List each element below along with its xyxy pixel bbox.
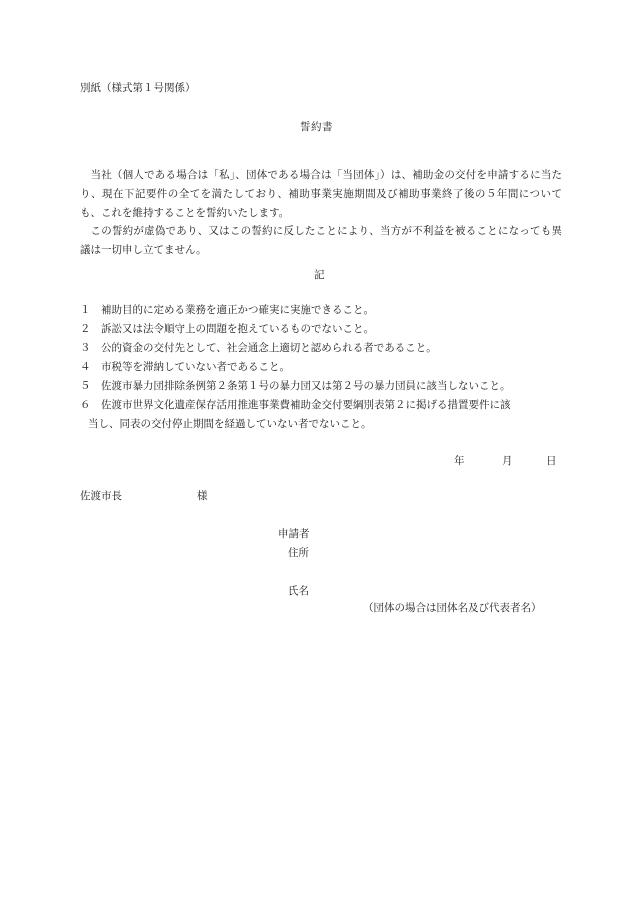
list-item — [80, 377, 562, 396]
pledge-paragraph-1: 当社（個人である場合は「私」、団体である場合は「当団体」）は、補助金の交付を申請するに当たり、現在下記要件の全てを満たしており、補助事業実施期間及び補助事業終了後の５年間についても、これを維持することを誓約いたします。 — [80, 168, 562, 219]
item-text: 市税等を滞納していない者であること。 — [101, 361, 290, 373]
attachment-label: 別紙（様式第１号関係） — [80, 82, 196, 94]
item-number: ５ — [80, 380, 91, 392]
item-text-wrapper — [88, 396, 562, 434]
item-number: ６ — [80, 399, 91, 411]
item-number: ３ — [80, 342, 91, 354]
list-item — [80, 339, 562, 358]
item-text: 佐渡市世界文化遺産保存活用推進事業費補助金交付要綱別表第２に掲げる措置要件に該 — [101, 399, 511, 411]
name-label: 氏名 — [288, 585, 309, 597]
item-text: 訴訟又は法令順守上の問題を抱えているものでないこと。 — [101, 323, 374, 335]
address-label: 住所 — [288, 547, 309, 559]
list-item — [80, 396, 562, 434]
item-text: 佐渡市暴力団排除条例第２条第１号の暴力団又は第２号の暴力団員に該当しないこと。 — [101, 380, 511, 392]
applicant-label: 申請者 — [278, 528, 310, 540]
item-text: 公的資金の交付先として、社会通念上適切と認められる者であること。 — [101, 342, 437, 354]
item-text-continuation: 当し、同表の交付停止期間を経過していない者でないこと。 — [88, 418, 372, 430]
date-year-label: 年 — [454, 455, 465, 467]
addressee-honorific: 様 — [197, 490, 208, 502]
item-number: ４ — [80, 361, 91, 373]
date-month-label: 月 — [502, 455, 513, 467]
item-text: 補助目的に定める業務を適正かつ確実に実施できること。 — [101, 304, 374, 316]
pledge-paragraph-2: この誓約が虚偽であり、又はこの誓約に反したことにより、当方が不利益を被ることになっても異議は一切申し立てません。 — [80, 224, 562, 256]
date-day-label: 日 — [546, 455, 557, 467]
list-item — [80, 301, 562, 320]
name-note: （団体の場合は団体名及び代表者名） — [363, 602, 542, 614]
list-item — [80, 320, 562, 339]
list-item — [80, 358, 562, 377]
item-number: １ — [80, 304, 91, 316]
addressee-name: 佐渡市長 — [80, 490, 122, 502]
ki-heading: 記 — [314, 269, 325, 281]
item-number: ２ — [80, 323, 91, 335]
requirements-list — [80, 301, 562, 434]
document-title: 誓約書 — [300, 121, 333, 133]
